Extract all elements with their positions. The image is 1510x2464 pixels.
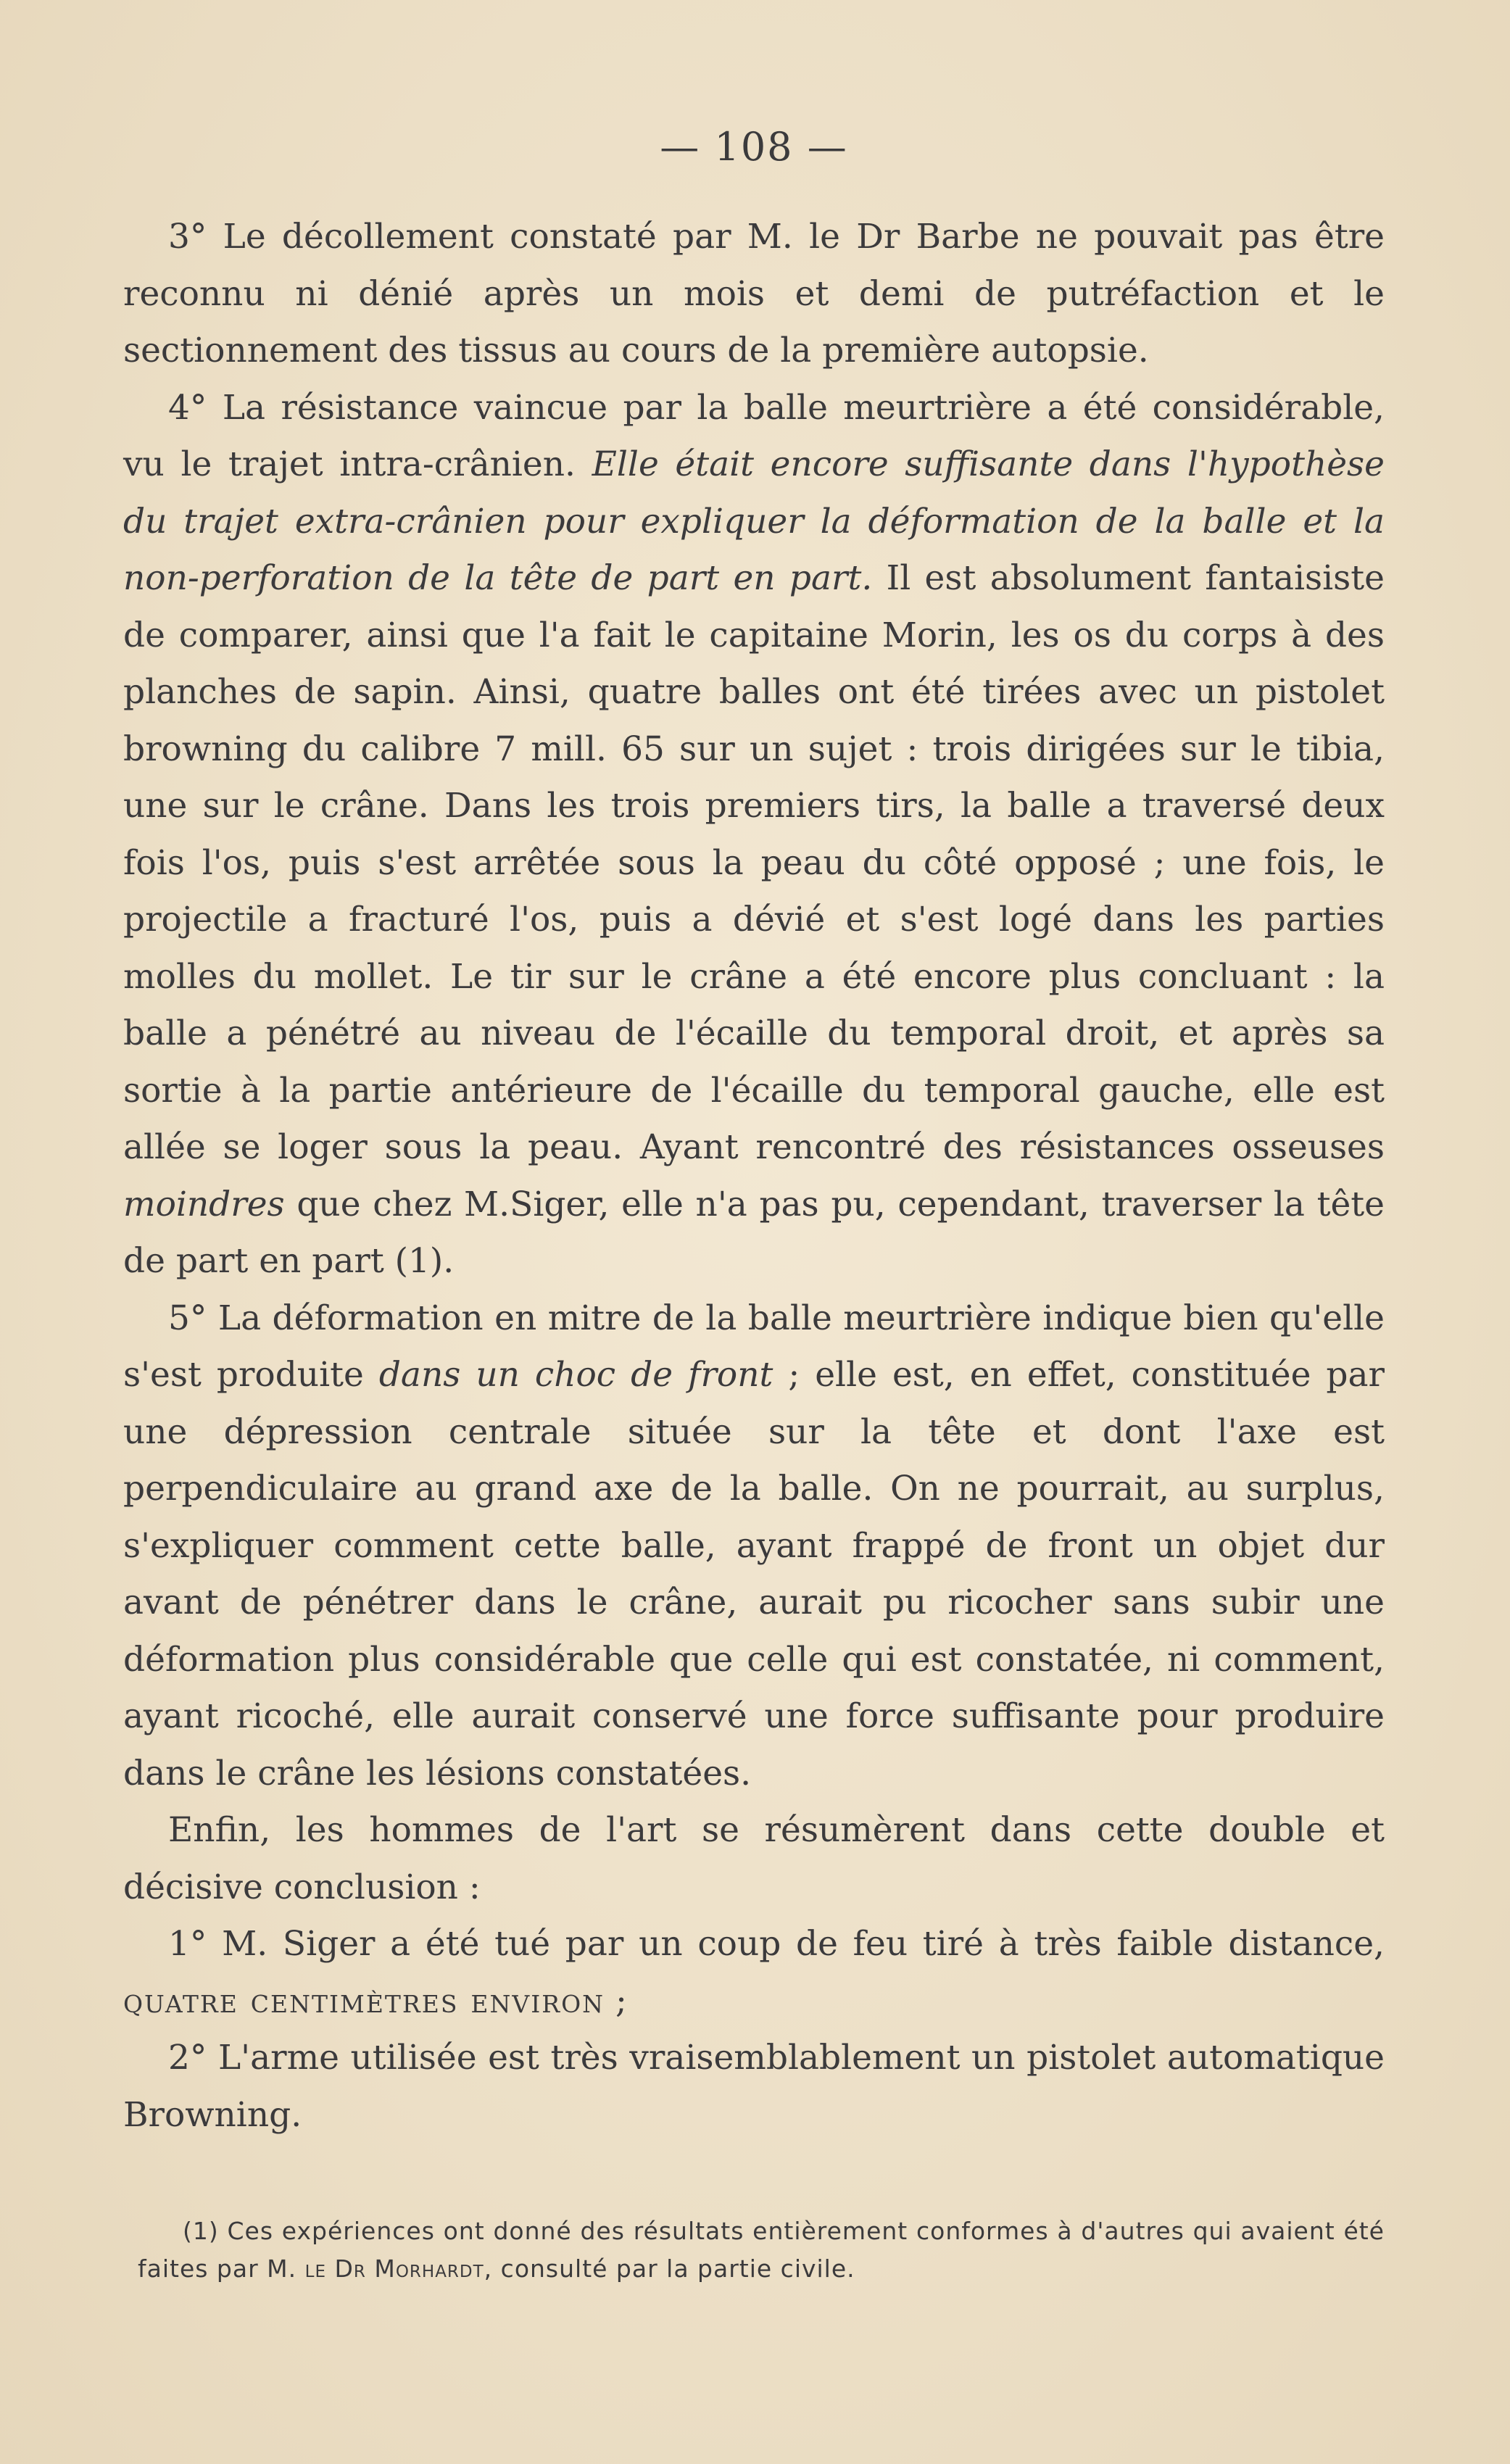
paragraph-4-italic: Elle était encore suffisante dans l'hypothèse du trajet extra-crânien pour expliquer la déformation de la balle et la non-perforation de la tête de part en part. xyxy=(123,444,1385,598)
conclusion-1-caps: quatre centimètres environ xyxy=(123,1980,605,2021)
footnote xyxy=(138,2212,1385,2288)
paragraph-5-italic: dans un choc de front xyxy=(378,1355,773,1395)
paragraph-5-start: 5° La déformation en mitre de la balle meurtrière indique bien qu'elle s'est produite xyxy=(123,1298,1385,1395)
conclusion-1 xyxy=(123,1916,1385,2030)
paragraph-4-start: 4° La résistance vaincue par la balle meurtrière a été considérable, vu le trajet intra-crânien. xyxy=(123,387,1385,484)
paragraph-3: 3° Le décollement constaté par M. le Dr Barbe ne pouvait pas être reconnu ni dénié après un mois et demi de putréfaction et le sectionnement des tissus au cours de la première autopsie. xyxy=(123,217,1385,370)
conclusion-2: 2° L'arme utilisée est très vraisemblablement un pistolet automatique Browning. xyxy=(123,2038,1385,2135)
conclusion-1-end: ; xyxy=(615,1980,627,2021)
page-number: — 108 — xyxy=(660,124,848,170)
paragraph-4-end: que chez M.Siger, elle n'a pas pu, cependant, traverser la tête de part en part (1). xyxy=(123,1184,1385,1281)
footnote-text-end: consulté par la partie civile. xyxy=(500,2254,855,2283)
footnote-author: M. le Dr Morhardt, xyxy=(267,2254,493,2283)
text-block xyxy=(123,124,1385,2144)
footnote-text-start: Ces expériences ont donné des résultats entièrement conformes à d'autres qui avaient été faites par xyxy=(138,2217,1385,2283)
paragraph-4-italic-2: moindres xyxy=(123,1184,285,1224)
conclusion-1-start: 1° M. Siger a été tué par un coup de feu tiré à très faible distance, xyxy=(168,1924,1385,1964)
body-text xyxy=(123,209,1385,2144)
paragraph-5 xyxy=(123,1290,1385,1803)
conclusion-intro: Enfin, les hommes de l'art se résumèrent dans cette double et décisive conclusion : xyxy=(123,1810,1385,1907)
paragraph-4-rest: Il est absolument fantaisiste de comparer, ainsi que l'a fait le capitaine Morin, les os du corps à des planches de sapin. Ainsi, quatre balles ont été tirées avec un pistolet browning du calibre 7 mill. 65 sur un sujet : trois dirigées sur le tibia, une sur le crâne. Dans les trois premiers tirs, la balle a traversé deux fois l'os, puis s'est arrêtée sous la peau du côté opposé ; une fois, le projectile a fracturé l'os, puis a dévié et s'est logé dans les parties molles du mollet. Le tir sur le crâne a été encore plus concluant : la balle a pénétré au niveau de l'écaille du temporal droit, et après sa sortie à la partie antérieure de l'écaille du temporal gauche, elle est allée se loger sous la peau. Ayant rencontré des résistances osseuses xyxy=(123,558,1385,1167)
paragraph-5-rest: ; elle est, en effet, constituée par une dépression centrale située sur la tête et dont l'axe est perpendiculaire au grand axe de la balle. On ne pourrait, au surplus, s'expliquer comment cette balle, ayant frappé de front un objet dur avant de pénétrer dans le crâne, aurait pu ricocher sans subir une déformation plus considérable que celle qui est constatée, ni comment, ayant ricoché, elle aurait conservé une force suffisante pour produire dans le crâne les lésions constatées. xyxy=(123,1355,1385,1793)
paragraph-4 xyxy=(123,380,1385,1290)
footnote-marker: (1) xyxy=(183,2217,219,2245)
